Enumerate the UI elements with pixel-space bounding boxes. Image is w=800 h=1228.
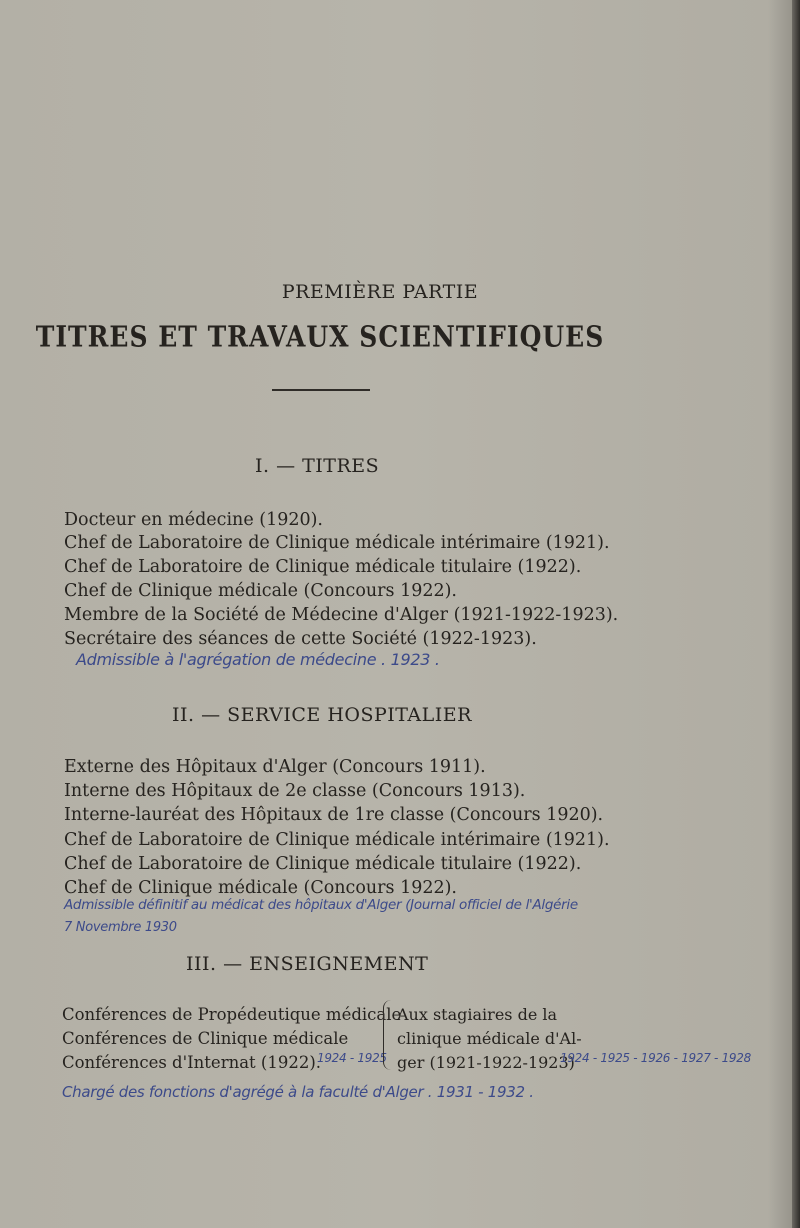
- service-line: Chef de Clinique médicale (Concours 1922).: [64, 878, 457, 898]
- enseignement-note: clinique médicale d'Al-: [397, 1029, 582, 1048]
- service-line: Interne-lauréat des Hôpitaux de 1re classe (Concours 1920).: [64, 805, 604, 825]
- enseignement-line: Conférences de Propédeutique médicale: [62, 1005, 402, 1024]
- titres-line: Membre de la Société de Médecine d'Alger (1921-1922-1923).: [64, 605, 619, 625]
- enseignement-note: Aux stagiaires de la: [397, 1005, 558, 1024]
- enseignement-line: Conférences d'Internat (1922).: [62, 1053, 322, 1072]
- handwritten-note: Admissible définitif au médicat des hôpitaux d'Alger (Journal officiel de l'Algérie: [64, 897, 578, 913]
- section-heading-titres: I. — TITRES: [255, 455, 380, 477]
- handwritten-note: Chargé des fonctions d'agrégé à la faculté d'Alger . 1931 - 1932 .: [62, 1083, 534, 1101]
- title-divider: [272, 389, 370, 391]
- handwritten-note: 1924 - 1925: [317, 1051, 387, 1065]
- titres-line: Chef de Clinique médicale (Concours 1922).: [64, 581, 457, 601]
- page-edge: [792, 0, 800, 1228]
- service-line: Externe des Hôpitaux d'Alger (Concours 1911).: [64, 757, 486, 777]
- service-line: Chef de Laboratoire de Clinique médicale intérimaire (1921).: [64, 830, 610, 850]
- part-heading: PREMIÈRE PARTIE: [281, 281, 479, 303]
- handwritten-note: Admissible à l'agrégation de médecine . 1923 .: [76, 650, 440, 669]
- service-line: Chef de Laboratoire de Clinique médicale titulaire (1922).: [64, 854, 582, 874]
- section-heading-service: II. — SERVICE HOSPITALIER: [172, 704, 472, 726]
- service-line: Interne des Hôpitaux de 2e classe (Concours 1913).: [64, 781, 526, 801]
- enseignement-note: ger (1921-1922-1923): [397, 1053, 575, 1072]
- enseignement-line: Conférences de Clinique médicale: [62, 1029, 349, 1048]
- main-title: TITRES ET TRAVAUX SCIENTIFIQUES: [35, 319, 605, 354]
- handwritten-note: 1924 - 1925 - 1926 - 1927 - 1928: [560, 1051, 751, 1065]
- brace: [383, 1000, 394, 1070]
- handwritten-note: 7 Novembre 1930: [64, 920, 177, 935]
- section-heading-enseignement: III. — ENSEIGNEMENT: [186, 953, 429, 975]
- titres-line: Secrétaire des séances de cette Société (1922-1923).: [64, 629, 537, 649]
- titres-line: Chef de Laboratoire de Clinique médicale intérimaire (1921).: [64, 533, 610, 553]
- titres-line: Docteur en médecine (1920).: [64, 510, 323, 530]
- titres-line: Chef de Laboratoire de Clinique médicale titulaire (1922).: [64, 557, 582, 577]
